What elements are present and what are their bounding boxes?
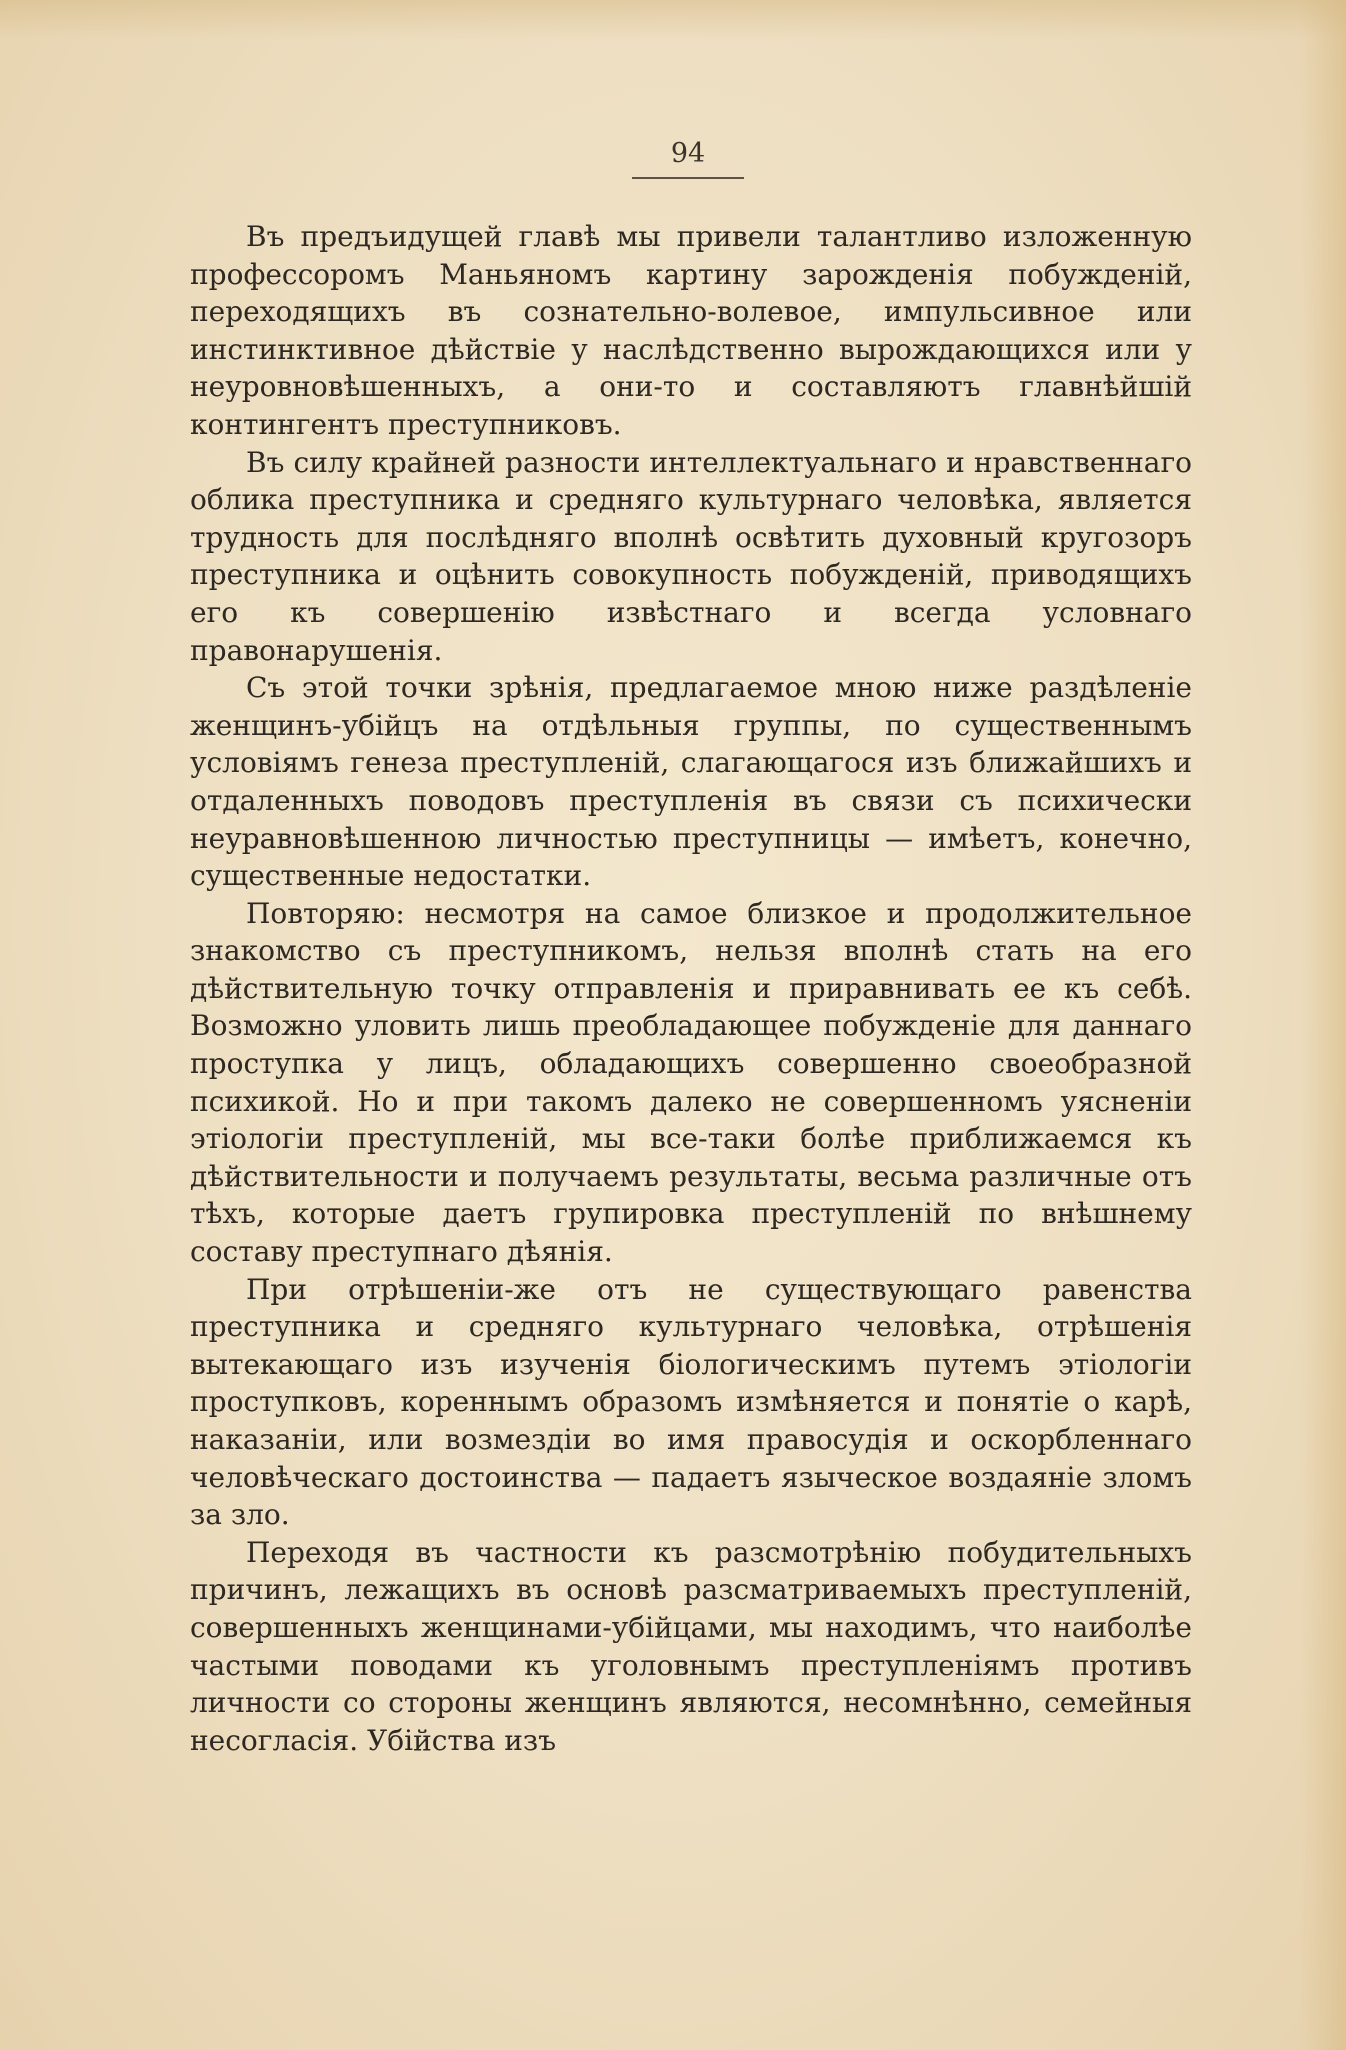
page-shadow-right [1300, 0, 1346, 2050]
paragraph-4: Повторяю: несмотря на самое близкое и продолжительное знакомство съ преступникомъ, нельзя вполнѣ стать на его дѣйствительную точку отправленія и приравнивать ее къ себѣ. Возможно уловить лишь преобладающее побужденіе для даннаго проступка у лицъ, обладающихъ совершенно своеобразной психикой. Но и при такомъ далеко не совершенномъ уясненіи этіологіи преступленій, мы все-таки болѣе приближаемся къ дѣйствительности и получаемъ результаты, весьма различные отъ тѣхъ, которые даетъ групировка преступленій по внѣшнему составу преступнаго дѣянія. [190, 896, 1192, 1269]
page-number: 94 [670, 138, 706, 169]
page-shadow-top [0, 0, 1346, 40]
paragraph-5: При отрѣшеніи-же отъ не существующаго равенства преступника и средняго культурнаго человѣка, отрѣшенія вытекающаго изъ изученія біологическимъ путемъ этіологіи проступковъ, кореннымъ образомъ измѣняется и понятіе о карѣ, наказаніи, или возмездіи во имя правосудія и оскорбленнаго человѣческаго достоинства — падаетъ языческое воздаяніе зломъ за зло. [190, 1272, 1192, 1532]
paragraph-3: Съ этой точки зрѣнія, предлагаемое мною ниже раздѣленіе женщинъ-убійцъ на отдѣльныя группы, по существеннымъ условіямъ генеза преступленій, слагающагося изъ ближайшихъ и отдаленныхъ поводовъ преступленія въ связи съ психически неуравновѣшенною личностью преступницы — имѣетъ, конечно, существенные недостатки. [190, 671, 1192, 893]
page-number-rule [632, 177, 744, 179]
body-text [190, 218, 1192, 1759]
paragraph-2: Въ силу крайней разности интеллектуальнаго и нравственнаго облика преступника и средняго культурнаго человѣка, является трудность для послѣдняго вполнѣ освѣтить духовный кругозоръ преступника и оцѣнить совокупность побужденій, приводящихъ его къ совершенію извѣстнаго и всегда условнаго правонарушенія. [190, 445, 1192, 667]
paragraph-1: Въ предъидущей главѣ мы привели талантливо изложенную профессоромъ Маньяномъ картину зарожденія побужденій, переходящихъ въ сознательно-волевое, импульсивное или инстинктивное дѣйствіе у наслѣдственно вырождающихся или у неуровновѣшенныхъ, а они-то и составляютъ главнѣйшій контингентъ преступниковъ. [190, 220, 1192, 441]
paragraph-6: Переходя въ частности къ разсмотрѣнію побудительныхъ причинъ, лежащихъ въ основѣ разсматриваемыхъ преступленій, совершенныхъ женщинами-убійцами, мы находимъ, что наиболѣе частыми поводами къ уголовнымъ преступленіямъ противъ личности со стороны женщинъ являются, несомнѣнно, семейныя несогласія. Убійства изъ [190, 1535, 1192, 1757]
